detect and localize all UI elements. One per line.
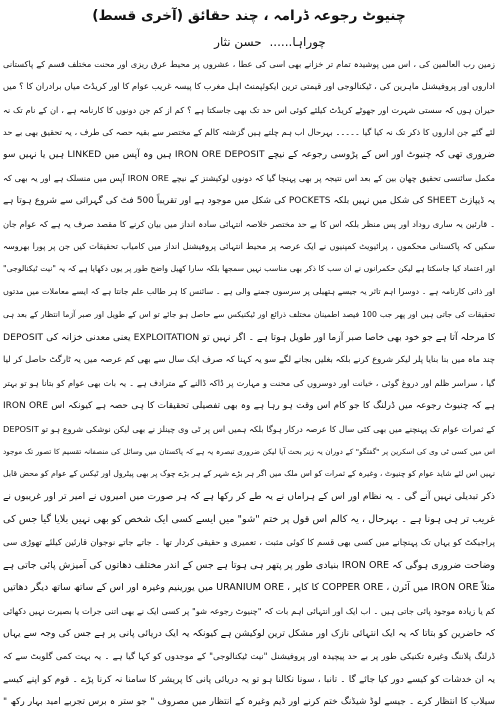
text-line: ضروری تھی کہ چنیوٹ اور اس کے پڑوسی رجوعہ کے نیچے IRON ORE DEPOSIT ہیں وہ آپس میں LINKED ہیں یا نہیں سو	[3, 149, 495, 161]
text-line: کہ حاضرین کو بتاتا کہ یہ ایک انتہائی نازک اور مشکل ترین لوکیشن ہے کیونکہ یہ ایک دریائی پانی پر ہے جس کی وجہ سے یہاں	[3, 627, 495, 639]
text-line: چند ماہ میں بنا بنایا پلر لیکر شروع کرنے بلکہ بغلیں بجانے لگے سو یہ کہنا کہ صرف ایک سال سے بھی کم عرصہ میں یہ ٹارگٹ حاصل کر لیا	[3, 355, 495, 366]
text-line: حیران ہوں کہ سستی شہرت اور جھوٹے کریڈٹ کیلئے کوئی اس حد تک بھی جاسکتا ہے ؟ کم از کم جن دونوں کا کارنامہ ہے ، ان کے نام تک نہ	[3, 104, 495, 115]
text-line: پراجیکٹ کو یہاں تک پہنچانے میں کسی بھی قسم کا کوئی مثبت ، تعمیری و حقیقی کردار تھا ۔ جاتے جاتے نوجوان قارئین کیلئے تھوڑی سی	[3, 537, 495, 548]
text-line: DEPOSIT کے ثمرات عوام تک پہنچنے میں بھی کئی سال کا عرصہ درکار ہوگا بلکہ ہمیں اس پر ٹی وی چینلز نے بھی لیکن نوشکی شروع ہو تو	[3, 423, 495, 434]
text-line: زمین رب العالمین کی ، اس میں پوشیدہ تمام تر خزانے بھی اسی کی عطا ، عشروں پر محیط عرق ریزی اور محنت مختلف قسم کے پاکستانی	[3, 59, 495, 69]
text-line: اداروں اور پروفیشنل ماہرین کی ، ٹیکنالوجی اور قیمتی ترین ایکوئپمنٹ اہل مغرب کا پیسہ غریب عوام کا اور کریڈٹ میاں برادران کا ؟ میں	[3, 81, 495, 92]
text-line: وضاحت ضروری ہوگی کہ IRON ORE بنیادی طور پر پتھر ہی ہوتا ہے جس کے اندر مختلف دھاتوں کی آمیزش پائی جاتی ہے	[3, 559, 495, 571]
text-line: اور ذاتی کارنامہ ہے ۔ دوسرا اہم تاثر یہ جیسے ہتھیلی پر سرسوں جمنے والی ہے ۔ سائنس کا ہر طالب علم جانتا ہے کہ ایسے معاملات میں مدتوں	[3, 286, 495, 296]
text-line: تحقیقات کی جاتی ہیں اور پھر جب 100 فیصد اطمینان مختلف ذرائع اور ٹیکنیکس سے حاصل ہو جائے تو اس کے طویل اور صبر آزما انتظار کے بعد ہی	[3, 309, 495, 319]
byline	[170, 32, 370, 52]
text-line: نہیں اس لئے شاید عوام کو چنیوٹ ، وغیرہ کے ثمرات کو اس ملک میں اگر ہر بڑے شہر کے ہر بڑے چوک پر بھی پیٹرول اور ٹیکس کے عوام کو محض قابل	[3, 469, 495, 479]
text-line: لئے گئے جن اداروں کا ذکر تک نہ کیا گیا ۔۔۔۔۔ بہرحال اب ہم چلتے ہیں گزشتہ کالم کے مختصر سے بقیہ حصہ کی طرف ، یہ تحقیق بھی بے حد	[3, 127, 495, 138]
text-line: ڈرلنگ پلاننگ وغیرہ تکنیکی طور پر بے حد پیچیدہ اور پروفیشنل "نیت ٹیکنالوجی" کے موجدوں کو کہا گیا ہے ۔ یہ بہت کمی گلوبٹ سے کہ	[3, 651, 495, 662]
text-line: ہے کہ چنیوٹ رجوعہ میں ڈرلنگ کا جو کام اس وقت ہو رہا ہے وہ بھی تفصیلی تحقیقات کا ہی حصہ ہے کیونکہ اس IRON ORE	[3, 400, 495, 411]
text-line: DEPOSIT یعنی معدنی خزانہ کی EXPLOITATION کا مرحلہ آتا ہے جو خود بھی خاصا صبر آزما اور طویل ہوتا ہے ۔ اگر نہیں تو	[3, 331, 495, 343]
text-line: ذکر تبدیلی نہیں آنے گی ۔ یہ نظام اور اس کے ہراماں نے یہ طے کر رکھا ہے کہ ہر صورت میں امیروں نے امیر تر اور غریبوں نے	[3, 491, 495, 503]
text-line: اور اعتماد کیا جاسکتا ہے لیکن حکمرانوں نے ان سب کا ذکر بھی مناسب نہیں سمجھا بلکہ سارا کھیل واضح طور پر یوں دکھایا ہے کہ یہ "نیت ٹیکنالوجی"	[3, 264, 495, 274]
text-line: ۔ قارئین یہ ساری روداد اور پس منظر بلکہ اس کا بے حد مختصر خلاصہ انتہائی سادہ انداز میں بیان کرنے کا مقصد صرف یہ ہے کہ عوام جان	[3, 218, 495, 229]
author-name: حسن نثار	[214, 35, 262, 49]
text-line: سیلاب کا انتظار کرے ۔ جیسے لوڈ شیڈنگ ختم کرنے اور ڈیم وغیرہ کے انتظار میں مصروف " جو ستر ہ برس تجربے امید بہار رکھ "	[3, 697, 495, 708]
text-line: اس میں کسی ٹی وی کی اسکرین پر "گفتگو" کے دوران یہ زیر بحث آیا لیکن ضروری تبصرہ یہ ہے کہ پاکستان میں وسائل کی منصفانہ تقسیم کا تصور تک موجود	[3, 446, 495, 456]
text-line: سکیں کہ پاکستانی محکموں ، پرائیویٹ کمپنیوں نے ایک عرصہ پر محیط انتہائی پروفیشنل انداز میں کامیاب تحقیقات کیں جن پر پورا بھروسہ	[3, 241, 495, 252]
text-line: مثلاً IRON ORE میں آئرن ، COPPER ORE کا کاپر ، URANIUM ORE میں یورینیم وغیرہ اور اس کے ساتھ ساتھ دیگر دھاتیں	[3, 582, 495, 594]
text-line: یہ ڈیپازٹ SHEET کی شکل میں نہیں بلکہ POCKETS کی شکل میں موجود ہے اور تقریباً 500 فٹ کی گہرائی سے شروع ہوتا ہے	[3, 195, 495, 206]
text-line: یہ ان خدشات کو کیسے دور کیا جائے گا ۔ تانبا ، سونا نکالنا ہو تو یہ دریائی پانی کا پریشر کا سامنا نہ کرنا پڑے ۔ قوم کو اپنے کیسے	[3, 674, 495, 685]
text-line: گیا ، سراسر ظلم اور دروغ گوئی ، خیانت اور دوسروں کی محنت و مہارت پر ڈاکہ ڈالنے کے مترادف ہے ۔ یہ بات بھی عوام کو بتانا ہو تو بہتر	[3, 378, 495, 389]
text-line: مکمل سائنسی تحقیق چھان بین کے بعد اس نتیجہ پر بھی پہنچا گیا کہ دونوں لوکیشنز کے نیچے IRON ORE آپس میں منسلک ہے اور یہ بھی کہ	[3, 172, 495, 183]
text-line: کم یا زیادہ موجود پائی جاتی ہیں ۔ اب ایک اور انتہائی اہم بات کہ "چنیوٹ رجوعہ شو" پر کسی ایک نے بھی اتنی جرات یا بصیرت نہیں دکھائی	[3, 606, 495, 617]
column-name: چوراہا......	[269, 35, 326, 49]
text-line: غریب تر ہی ہونا ہے ۔ بہرحال ، یہ کالم اس قول پر ختم "شو" میں ایسے کسی ایک شخص کو بھی نہیں بلایا گیا جس کی	[3, 513, 495, 525]
article-body	[3, 53, 495, 717]
article-title: چنیوٹ رجوعہ ڈرامہ ، چند حقائق (آخری قسط)	[92, 8, 406, 24]
